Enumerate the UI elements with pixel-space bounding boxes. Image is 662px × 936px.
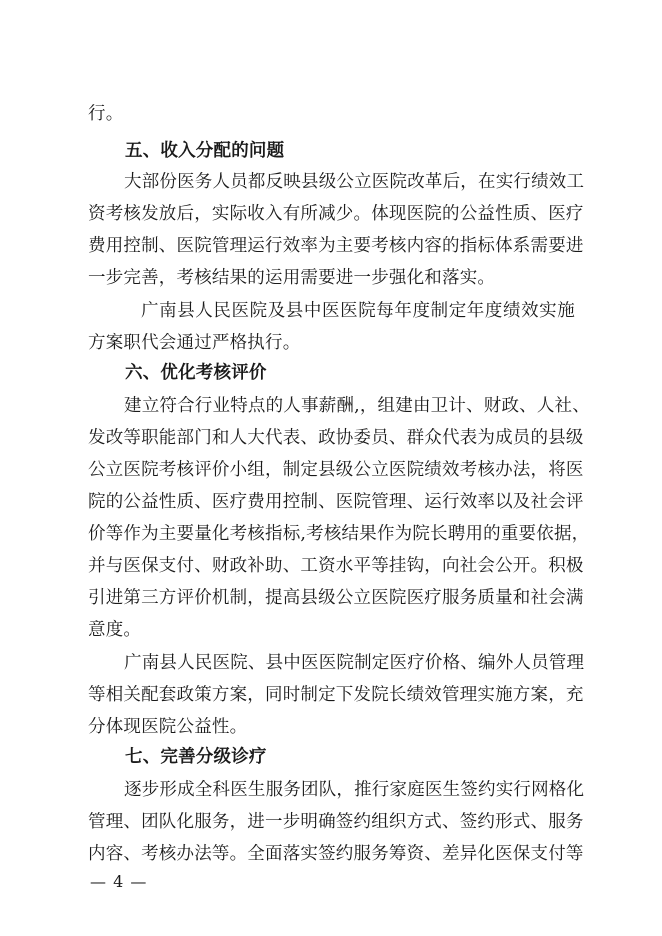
paragraph-line: 一步完善，考核结果的运用需要进一步强化和落实。	[88, 268, 496, 288]
paragraph-line: 建立符合行业特点的人事薪酬,，组建由卫计、财政、人社、	[124, 396, 590, 416]
paragraph-line: 分体现医院公益性。	[88, 717, 248, 737]
paragraph-line: 院的公益性质、医疗费用控制、医院管理、运行效率以及社会评	[88, 492, 584, 512]
section-heading-5: 五、收入分配的问题	[125, 141, 285, 161]
paragraph-line: 公立医院考核评价小组，制定县级公立医院绩效考核办法，将医	[88, 460, 584, 480]
paragraph-line: 逐步形成全科医生服务团队，推行家庭医生签约实行网格化	[124, 780, 585, 800]
section-heading-7: 七、完善分级诊疗	[125, 747, 267, 767]
paragraph-line: 并与医保支付、财政补助、工资水平等挂钩，向社会公开。积极	[88, 556, 584, 576]
paragraph-continuation-line: 行。	[88, 104, 124, 124]
paragraph-line: 资考核发放后，实际收入有所减少。体现医院的公益性质、医疗	[88, 204, 584, 224]
section-heading-6: 六、优化考核评价	[125, 363, 267, 383]
paragraph-line: 发改等职能部门和人大代表、政协委员、群众代表为成员的县级	[88, 428, 584, 448]
paragraph-line: 费用控制、医院管理运行效率为主要考核内容的指标体系需要进	[88, 236, 584, 256]
paragraph-line: 价等作为主要量化考核指标,考核结果作为院长聘用的重要依据，	[88, 524, 590, 544]
paragraph-line: 方案职代会通过严格执行。	[88, 333, 301, 353]
page-number: — 4 —	[90, 872, 148, 891]
paragraph-line: 管理、团队化服务，进一步明确签约组织方式、签约形式、服务	[88, 812, 584, 832]
paragraph-line: 意度。	[88, 620, 142, 640]
paragraph-line: 等相关配套政策方案，同时制定下发院长绩效管理实施方案，充	[88, 685, 584, 705]
paragraph-line: 广南县人民医院及县中医医院每年度制定年度绩效实施	[141, 301, 575, 321]
paragraph-line: 引进第三方评价机制，提高县级公立医院医疗服务质量和社会满	[88, 588, 584, 608]
paragraph-line: 广南县人民医院、县中医医院制定医疗价格、编外人员管理	[124, 653, 585, 673]
paragraph-line: 大部份医务人员都反映县级公立医院改革后，在实行绩效工	[124, 172, 585, 192]
paragraph-line: 内容、考核办法等。全面落实签约服务筹资、差异化医保支付等	[88, 844, 584, 864]
